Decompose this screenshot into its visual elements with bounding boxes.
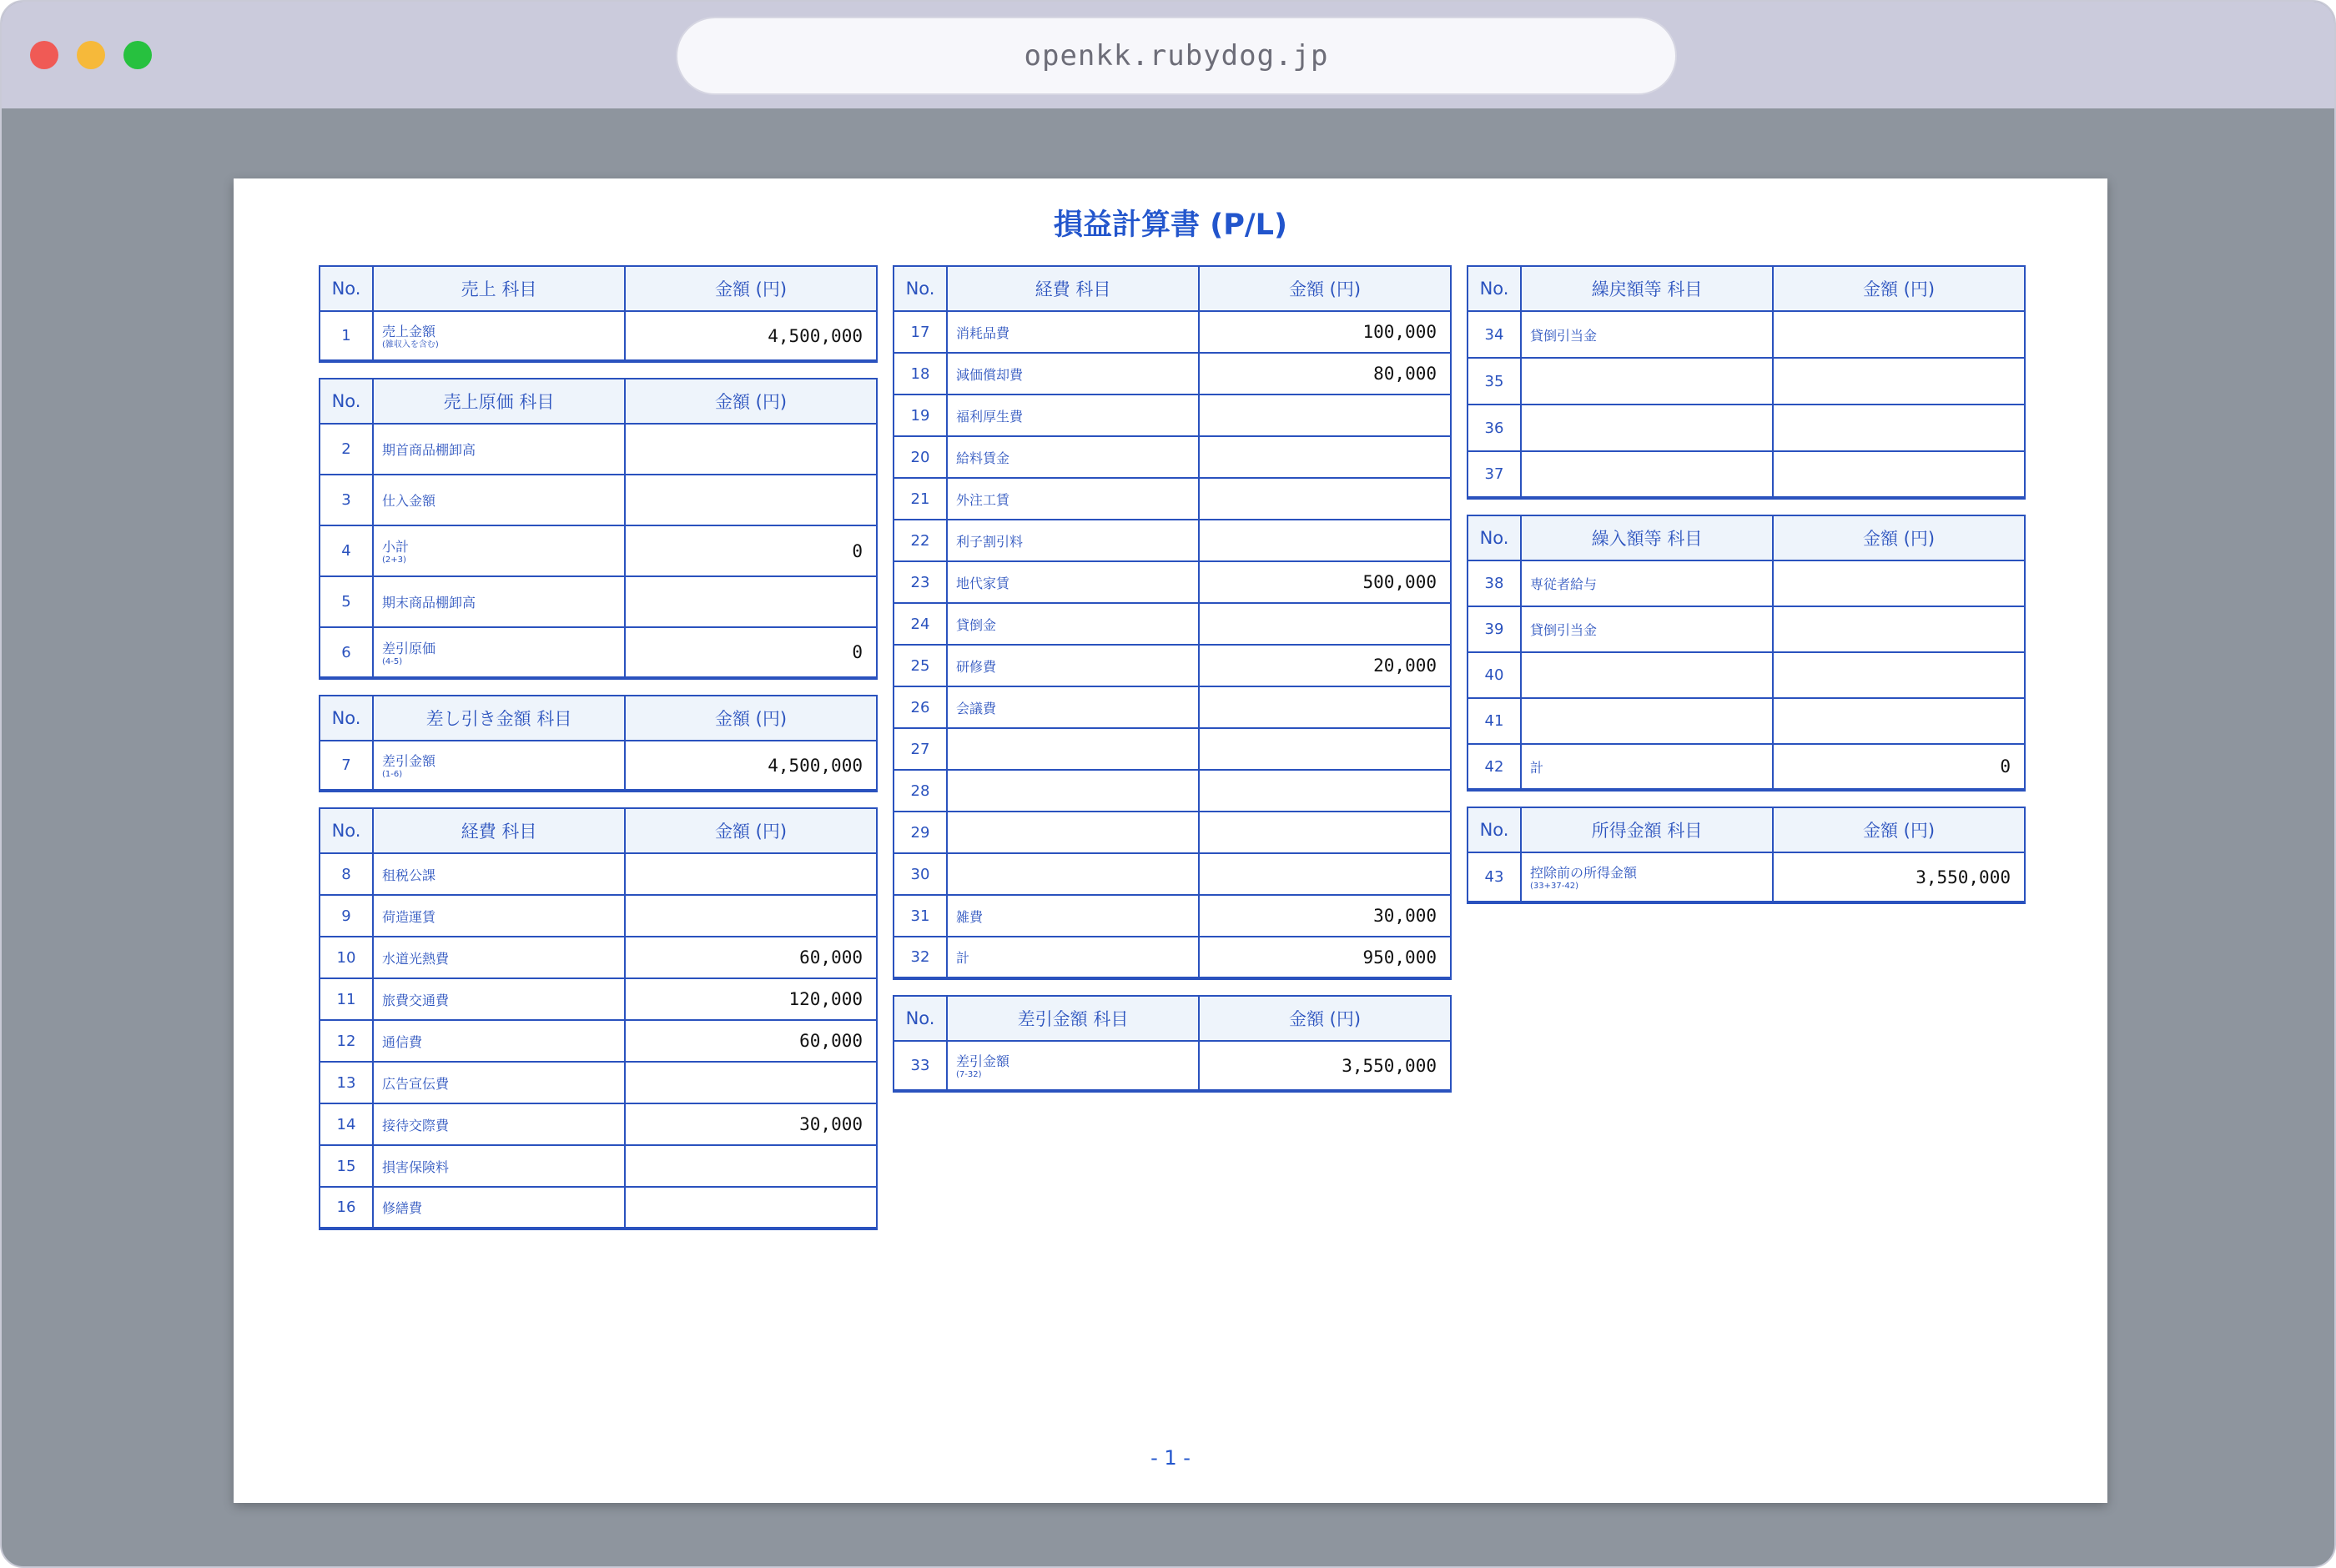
account-formula: (7-32)	[956, 1070, 982, 1079]
table-row	[894, 853, 1451, 895]
account-label: 研修費	[956, 658, 997, 675]
table-header-row	[320, 696, 877, 741]
account-label: 貸倒引当金	[1530, 327, 1598, 344]
amount-header: 金額 (円)	[1199, 996, 1451, 1041]
account-label: 荷造運賃	[382, 908, 436, 925]
row-number: 21	[894, 478, 947, 520]
account-label-cell	[947, 728, 1199, 770]
no-header: No.	[894, 266, 947, 311]
row-number: 3	[320, 475, 373, 525]
account-label-cell	[947, 520, 1199, 561]
category-header: 差引金額 科目	[947, 996, 1199, 1041]
amount-cell: 20,000	[1199, 645, 1451, 686]
table-row	[320, 1020, 877, 1062]
account-label-cell	[373, 937, 625, 978]
account-table	[1467, 515, 2026, 792]
account-label-cell	[947, 645, 1199, 686]
document-page	[234, 178, 2107, 1503]
no-header: No.	[320, 696, 373, 741]
amount-cell: 3,550,000	[1199, 1041, 1451, 1091]
amount-cell	[625, 475, 877, 525]
account-formula: (33+37-42)	[1530, 882, 1578, 891]
table-row	[1468, 451, 2025, 498]
amount-cell: 3,550,000	[1773, 852, 2025, 902]
account-table	[319, 807, 878, 1230]
account-table	[893, 995, 1452, 1093]
amount-cell: 30,000	[625, 1103, 877, 1145]
column-1	[319, 265, 876, 1245]
table-row	[320, 1187, 877, 1229]
amount-cell	[625, 1062, 877, 1103]
amount-header: 金額 (円)	[1773, 515, 2025, 560]
table-row	[1468, 652, 2025, 698]
amount-cell	[1199, 478, 1451, 520]
account-table	[893, 265, 1452, 980]
amount-cell: 500,000	[1199, 561, 1451, 603]
amount-header: 金額 (円)	[1773, 266, 2025, 311]
amount-cell	[625, 1187, 877, 1229]
account-label-cell	[373, 1145, 625, 1187]
table-row	[894, 645, 1451, 686]
amount-cell	[1199, 686, 1451, 728]
row-number: 1	[320, 311, 373, 361]
no-header: No.	[1468, 515, 1521, 560]
account-label-cell	[373, 627, 625, 678]
account-label-cell	[373, 853, 625, 895]
account-label: 専従者給与	[1530, 576, 1598, 592]
row-number: 37	[1468, 451, 1521, 498]
table-row	[894, 895, 1451, 937]
account-label: 差引原価	[382, 640, 436, 656]
table-row	[320, 424, 877, 475]
account-label: 期首商品棚卸高	[382, 442, 476, 458]
account-label-cell	[1521, 652, 1773, 698]
amount-cell	[625, 853, 877, 895]
account-label: 差引金額	[382, 753, 436, 769]
account-table	[319, 695, 878, 792]
minimize-window-icon[interactable]	[77, 41, 105, 69]
account-table	[319, 378, 878, 680]
row-number: 29	[894, 812, 947, 853]
category-header: 繰戻額等 科目	[1521, 266, 1773, 311]
row-number: 40	[1468, 652, 1521, 698]
amount-cell	[625, 424, 877, 475]
amount-cell	[1773, 560, 2025, 606]
row-number: 13	[320, 1062, 373, 1103]
column-3	[1467, 265, 2024, 919]
table-row	[894, 520, 1451, 561]
table-header-row	[320, 808, 877, 853]
amount-cell	[1199, 770, 1451, 812]
amount-cell	[1773, 451, 2025, 498]
amount-cell	[1773, 311, 2025, 358]
amount-cell: 0	[1773, 744, 2025, 790]
table-row	[894, 937, 1451, 978]
account-label: 差引金額	[956, 1053, 1010, 1069]
account-formula: (雑収入を含む)	[382, 340, 439, 349]
account-label-cell	[1521, 698, 1773, 744]
account-label-cell	[947, 561, 1199, 603]
table-row	[320, 937, 877, 978]
amount-cell: 950,000	[1199, 937, 1451, 978]
amount-cell	[625, 576, 877, 627]
account-label: 仕入金額	[382, 493, 436, 509]
row-number: 24	[894, 603, 947, 645]
table-row	[1468, 560, 2025, 606]
amount-header: 金額 (円)	[1199, 266, 1451, 311]
account-label: 会議費	[956, 700, 997, 716]
row-number: 12	[320, 1020, 373, 1062]
table-row	[1468, 311, 2025, 358]
account-label: 福利厚生費	[956, 408, 1024, 425]
amount-cell	[1773, 698, 2025, 744]
row-number: 16	[320, 1187, 373, 1229]
amount-cell: 60,000	[625, 1020, 877, 1062]
account-label-cell	[947, 603, 1199, 645]
account-label-cell	[947, 770, 1199, 812]
no-header: No.	[894, 996, 947, 1041]
row-number: 4	[320, 525, 373, 576]
row-number: 28	[894, 770, 947, 812]
account-label: 水道光熱費	[382, 950, 450, 967]
account-label-cell	[1521, 358, 1773, 405]
amount-cell: 30,000	[1199, 895, 1451, 937]
table-row	[894, 603, 1451, 645]
table-row	[320, 576, 877, 627]
account-label: 貸倒金	[956, 616, 997, 633]
document-title: 損益計算書 (P/L)	[1054, 209, 1287, 242]
table-row	[894, 561, 1451, 603]
account-formula: (1-6)	[382, 770, 403, 779]
row-number: 19	[894, 395, 947, 436]
account-label-cell	[373, 525, 625, 576]
row-number: 27	[894, 728, 947, 770]
row-number: 26	[894, 686, 947, 728]
no-header: No.	[320, 808, 373, 853]
table-row	[894, 478, 1451, 520]
account-label: 計	[956, 950, 970, 966]
row-number: 42	[1468, 744, 1521, 790]
table-row	[320, 895, 877, 937]
account-label: 損害保険料	[382, 1158, 450, 1175]
account-label-cell	[947, 311, 1199, 353]
table-row	[320, 978, 877, 1020]
table-row	[894, 728, 1451, 770]
row-number: 38	[1468, 560, 1521, 606]
browser-titlebar	[2, 2, 2336, 108]
table-row	[1468, 744, 2025, 790]
account-label-cell	[373, 311, 625, 361]
account-label: 貸倒引当金	[1530, 622, 1598, 638]
address-bar[interactable]: openkk.rubydog.jp	[676, 17, 1677, 95]
amount-cell: 0	[625, 627, 877, 678]
account-label: 修繕費	[382, 1200, 423, 1216]
row-number: 22	[894, 520, 947, 561]
row-number: 32	[894, 937, 947, 978]
account-label-cell	[373, 1020, 625, 1062]
account-formula: (2+3)	[382, 555, 406, 565]
row-number: 33	[894, 1041, 947, 1091]
row-number: 9	[320, 895, 373, 937]
row-number: 7	[320, 741, 373, 791]
table-header-row	[320, 379, 877, 424]
table-row	[1468, 358, 2025, 405]
amount-header: 金額 (円)	[625, 696, 877, 741]
amount-cell	[1199, 520, 1451, 561]
account-label-cell	[947, 353, 1199, 395]
amount-cell: 0	[625, 525, 877, 576]
amount-cell	[1199, 728, 1451, 770]
amount-cell: 60,000	[625, 937, 877, 978]
amount-cell	[625, 1145, 877, 1187]
row-number: 39	[1468, 606, 1521, 652]
table-row	[894, 311, 1451, 353]
category-header: 繰入額等 科目	[1521, 515, 1773, 560]
category-header: 経費 科目	[373, 808, 625, 853]
category-header: 所得金額 科目	[1521, 807, 1773, 852]
row-number: 25	[894, 645, 947, 686]
account-label-cell	[373, 978, 625, 1020]
table-header-row	[894, 266, 1451, 311]
row-number: 17	[894, 311, 947, 353]
account-label: 通信費	[382, 1033, 423, 1050]
row-number: 6	[320, 627, 373, 678]
account-label-cell	[947, 395, 1199, 436]
table-row	[894, 812, 1451, 853]
amount-cell	[625, 895, 877, 937]
table-row	[894, 436, 1451, 478]
account-label-cell	[373, 1062, 625, 1103]
account-label-cell	[373, 576, 625, 627]
table-row	[320, 627, 877, 678]
account-label-cell	[373, 1187, 625, 1229]
account-label: 広告宣伝費	[382, 1075, 450, 1092]
account-label: 消耗品費	[956, 324, 1010, 341]
amount-header: 金額 (円)	[625, 266, 877, 311]
account-label-cell	[373, 475, 625, 525]
account-label: 期末商品棚卸高	[382, 595, 476, 611]
amount-cell	[1199, 395, 1451, 436]
row-number: 15	[320, 1145, 373, 1187]
table-row	[320, 1062, 877, 1103]
table-row	[894, 770, 1451, 812]
account-label-cell	[1521, 744, 1773, 790]
table-row	[1468, 698, 2025, 744]
row-number: 8	[320, 853, 373, 895]
maximize-window-icon[interactable]	[123, 41, 152, 69]
row-number: 35	[1468, 358, 1521, 405]
amount-cell: 120,000	[625, 978, 877, 1020]
table-row	[1468, 606, 2025, 652]
table-row	[320, 853, 877, 895]
row-number: 41	[1468, 698, 1521, 744]
row-number: 30	[894, 853, 947, 895]
no-header: No.	[1468, 807, 1521, 852]
table-header-row	[320, 266, 877, 311]
row-number: 14	[320, 1103, 373, 1145]
row-number: 5	[320, 576, 373, 627]
no-header: No.	[320, 379, 373, 424]
amount-cell	[1773, 652, 2025, 698]
account-label: 外注工賃	[956, 491, 1010, 508]
account-table	[1467, 807, 2026, 904]
amount-cell	[1773, 606, 2025, 652]
amount-cell: 4,500,000	[625, 311, 877, 361]
table-row	[1468, 852, 2025, 902]
account-label-cell	[947, 1041, 1199, 1091]
account-label: 利子割引料	[956, 533, 1024, 550]
row-number: 18	[894, 353, 947, 395]
table-header-row	[1468, 266, 2025, 311]
account-label-cell	[1521, 606, 1773, 652]
table-header-row	[894, 996, 1451, 1041]
amount-cell	[1199, 853, 1451, 895]
account-label-cell	[947, 686, 1199, 728]
account-label: 給料賃金	[956, 450, 1010, 466]
amount-cell	[1199, 436, 1451, 478]
category-header: 売上 科目	[373, 266, 625, 311]
column-2	[893, 265, 1450, 1108]
account-label: 接待交際費	[382, 1117, 450, 1133]
account-label-cell	[947, 478, 1199, 520]
row-number: 23	[894, 561, 947, 603]
row-number: 36	[1468, 405, 1521, 451]
account-label-cell	[1521, 560, 1773, 606]
account-label-cell	[947, 937, 1199, 978]
account-label-cell	[947, 895, 1199, 937]
amount-cell: 80,000	[1199, 353, 1451, 395]
amount-header: 金額 (円)	[1773, 807, 2025, 852]
row-number: 43	[1468, 852, 1521, 902]
table-row	[320, 311, 877, 361]
row-number: 31	[894, 895, 947, 937]
account-label: 減価償却費	[956, 366, 1024, 383]
row-number: 20	[894, 436, 947, 478]
account-label-cell	[373, 424, 625, 475]
table-row	[894, 395, 1451, 436]
account-label-cell	[1521, 311, 1773, 358]
account-label-cell	[373, 1103, 625, 1145]
account-label: 雑費	[956, 908, 984, 925]
row-number: 11	[320, 978, 373, 1020]
category-header: 経費 科目	[947, 266, 1199, 311]
no-header: No.	[320, 266, 373, 311]
account-label: 控除前の所得金額	[1530, 865, 1638, 881]
account-label-cell	[373, 895, 625, 937]
account-label: 計	[1530, 759, 1544, 776]
page-number: - 1 -	[1150, 1446, 1191, 1470]
amount-cell	[1199, 812, 1451, 853]
account-label-cell	[947, 812, 1199, 853]
amount-cell	[1773, 405, 2025, 451]
table-row	[320, 741, 877, 791]
account-table	[319, 265, 878, 363]
account-label-cell	[1521, 451, 1773, 498]
amount-cell	[1199, 603, 1451, 645]
row-number: 2	[320, 424, 373, 475]
table-row	[1468, 405, 2025, 451]
table-row	[894, 353, 1451, 395]
account-label-cell	[373, 741, 625, 791]
table-header-row	[1468, 515, 2025, 560]
table-row	[320, 1145, 877, 1187]
account-label-cell	[947, 853, 1199, 895]
amount-cell: 4,500,000	[625, 741, 877, 791]
close-window-icon[interactable]	[30, 41, 58, 69]
account-label: 旅費交通費	[382, 992, 450, 1008]
amount-header: 金額 (円)	[625, 379, 877, 424]
amount-header: 金額 (円)	[625, 808, 877, 853]
row-number: 34	[1468, 311, 1521, 358]
table-row	[894, 1041, 1451, 1091]
category-header: 差し引き金額 科目	[373, 696, 625, 741]
table-header-row	[1468, 807, 2025, 852]
row-number: 10	[320, 937, 373, 978]
table-row	[320, 475, 877, 525]
account-table	[1467, 265, 2026, 500]
account-label: 売上金額	[382, 324, 436, 339]
table-row	[320, 525, 877, 576]
no-header: No.	[1468, 266, 1521, 311]
account-label: 地代家賃	[956, 575, 1010, 591]
account-label-cell	[1521, 852, 1773, 902]
category-header: 売上原価 科目	[373, 379, 625, 424]
table-row	[320, 1103, 877, 1145]
account-label-cell	[947, 436, 1199, 478]
account-label-cell	[1521, 405, 1773, 451]
account-label: 租税公課	[382, 867, 436, 883]
account-label: 小計	[382, 539, 410, 555]
account-formula: (4-5)	[382, 656, 403, 666]
amount-cell: 100,000	[1199, 311, 1451, 353]
table-row	[894, 686, 1451, 728]
amount-cell	[1773, 358, 2025, 405]
